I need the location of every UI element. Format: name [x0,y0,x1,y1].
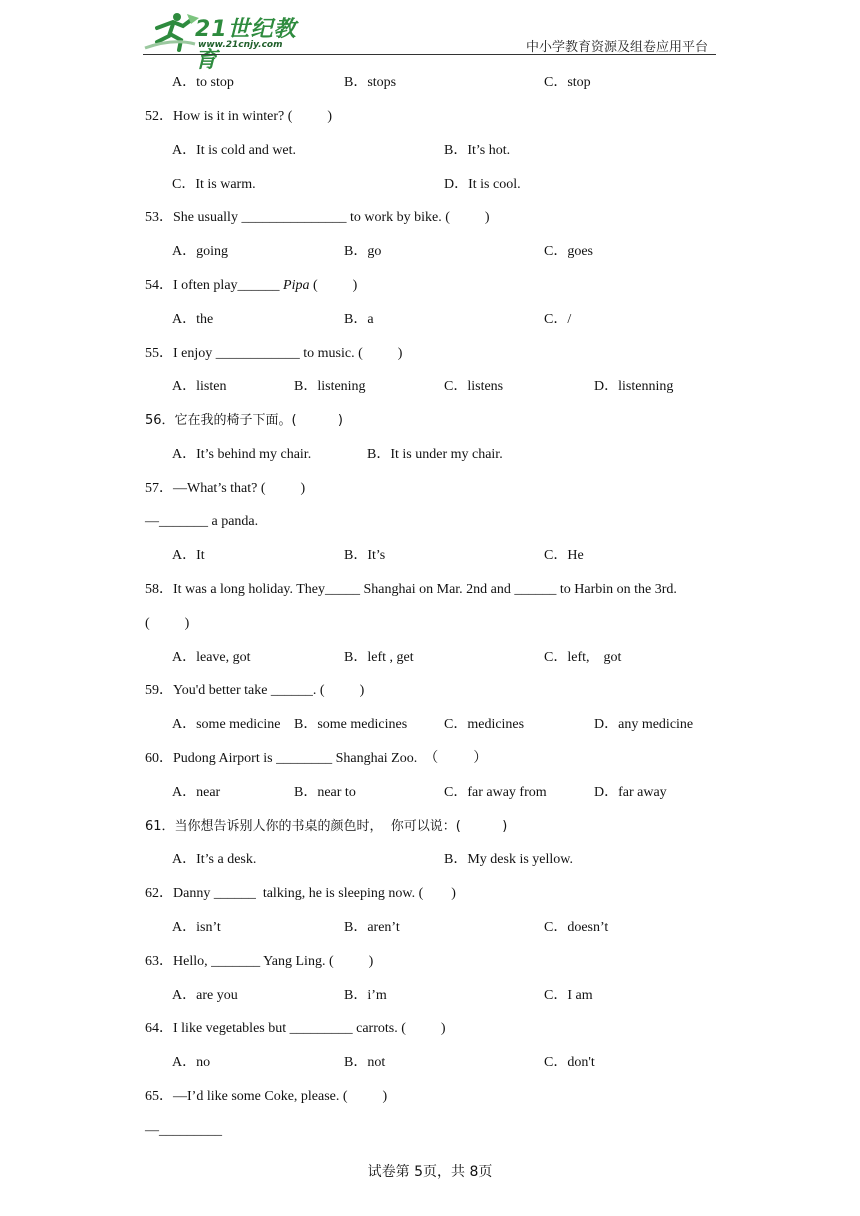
question-52: 52．How is it in winter? ( ) [145,109,333,124]
option-a: A．isn’t [172,920,221,935]
option-b: B．My desk is yellow. [444,852,573,867]
option-c: C．goes [544,244,593,259]
option-b: B．go [344,244,382,259]
option-d: D．It is cool. [444,177,521,192]
option-c: C．/ [544,312,572,327]
option-b: B．i’m [344,988,387,1003]
option-b: B．It is under my chair. [367,447,503,462]
option-d: D．far away [594,785,667,800]
option-a: A．some medicine [172,717,281,732]
question-54-italic: Pipa [283,278,310,293]
question-57: 57．—What’s that? ( ) [145,481,306,496]
question-58-bracket: ( ) [145,616,190,631]
question-65-response: —_________ [145,1123,222,1138]
option-c: C．don't [544,1055,595,1070]
option-c: C．stop [544,75,591,90]
option-a: A．going [172,244,228,259]
question-62: 62．Danny ______ talking, he is sleeping now. ( ) [145,886,456,901]
option-b: B．stops [344,75,397,90]
option-c: C．It is warm. [172,177,256,192]
option-b: B．not [344,1055,386,1070]
option-c: C．doesn’t [544,920,609,935]
question-54 [145,277,357,295]
option-a: A．It’s behind my chair. [172,447,312,462]
option-c: C．I am [544,988,593,1003]
question-60: 60．Pudong Airport is ________ Shanghai Zoo. （ ） [145,751,488,766]
question-53: 53．She usually _______________ to work by bike. ( ) [145,210,490,225]
page-footer: 试卷第 5页，共 8页 [367,1164,493,1180]
option-a: A．leave, got [172,650,251,665]
option-b: B．aren’t [344,920,400,935]
header-divider [143,54,716,55]
option-b: B．It’s hot. [444,143,511,158]
question-55: 55．I enjoy ____________ to music. ( ) [145,346,403,361]
option-a: A．near [172,785,221,800]
logo-text: 21世纪教育 [195,17,297,73]
option-b: B．some medicines [294,717,408,732]
question-64: 64．I like vegetables but _________ carrots. ( ) [145,1021,446,1036]
question-63: 63．Hello, _______ Yang Ling. ( ) [145,954,374,969]
option-c: C．far away from [444,785,547,800]
option-b: B．listening [294,379,366,394]
question-58: 58．It was a long holiday. They_____ Shanghai on Mar. 2nd and ______ to Harbin on the 3rd. [145,582,677,597]
option-a: A．It [172,548,205,563]
option-d: D．listenning [594,379,674,394]
option-d: D．any medicine [594,717,694,732]
option-c: C．listens [444,379,504,394]
option-a: A．It is cold and wet. [172,143,297,158]
question-57-response: —_______ a panda. [145,514,259,529]
option-a: A．to stop [172,75,234,90]
question-61: 61．当你想告诉别人你的书桌的颜色时， 你可以说：( ) [145,819,508,834]
option-a: A．listen [172,379,227,394]
logo-url: www.21cnjy.com [198,40,283,50]
option-c: C．medicines [444,717,525,732]
platform-name: 中小学教育资源及组卷应用平台 [525,40,708,55]
question-56: 56．它在我的椅子下面。( ) [145,413,344,428]
option-b: B．a [344,312,374,327]
question-65: 65．—I’d like some Coke, please. ( ) [145,1089,388,1104]
option-c: C．left, got [544,650,622,665]
option-a: A．no [172,1055,211,1070]
site-logo [143,8,313,73]
question-54-bracket: ( ) [309,278,358,293]
option-c: C．He [544,548,584,563]
option-a: A．It’s a desk. [172,852,257,867]
option-b: B．left , get [344,650,414,665]
option-a: A．are you [172,988,238,1003]
option-a: A．the [172,312,214,327]
question-59: 59．You'd better take ______. ( ) [145,683,365,698]
option-b: B．near to [294,785,356,800]
question-54-text: 54．I often play______ [145,278,284,293]
option-b: B．It’s [344,548,386,563]
